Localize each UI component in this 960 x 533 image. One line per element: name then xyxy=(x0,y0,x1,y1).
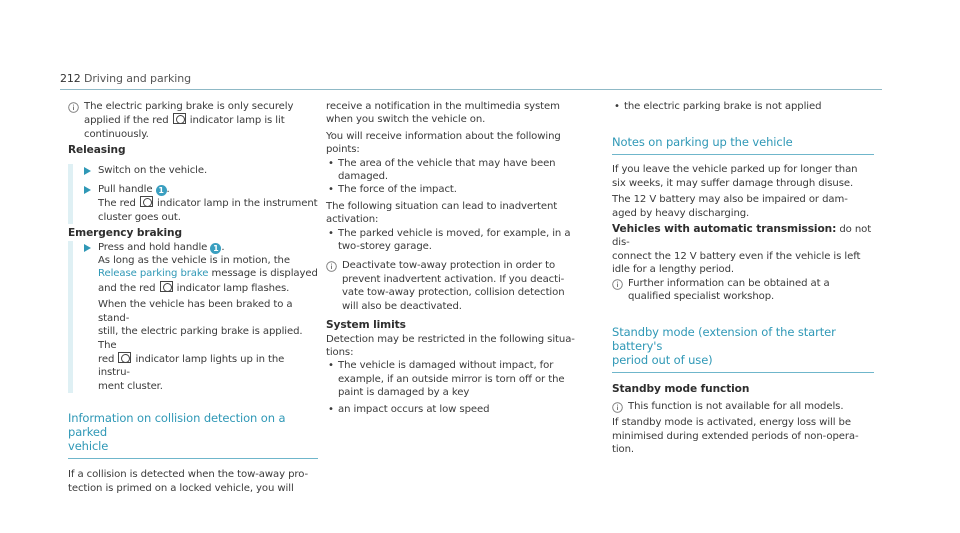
step-text: indicator lamp in the instrument xyxy=(157,198,318,210)
body-line: connect the 12 V battery even if the vehicle is left xyxy=(612,250,861,262)
releasing-steps xyxy=(68,164,318,225)
note-line: continuously. xyxy=(84,128,149,140)
body-line: tions: xyxy=(326,346,354,358)
step-arrow-icon xyxy=(84,167,91,175)
step-line: still, the electric parking brake is applied. The xyxy=(98,326,303,351)
heading-line: vehicle xyxy=(68,439,109,454)
body-line: If a collision is detected when the tow-away pro- xyxy=(68,469,309,481)
list-item xyxy=(326,359,588,399)
releasing-heading: Releasing xyxy=(68,144,126,157)
limits-list xyxy=(326,359,588,416)
note-line: qualified specialist workshop. xyxy=(628,291,775,303)
parking-brake-lamp-icon xyxy=(173,113,186,124)
body-line: when you switch the vehicle on. xyxy=(326,114,486,126)
step-item xyxy=(82,241,318,393)
number-badge-icon: 1 xyxy=(210,243,221,254)
parking-up-heading xyxy=(612,135,874,155)
step-text: red xyxy=(98,353,115,365)
step-line: cluster goes out. xyxy=(98,211,181,223)
list-text: damaged. xyxy=(338,171,389,183)
standby-function-heading: Standby mode function xyxy=(612,383,750,396)
impact-info-list xyxy=(326,157,588,197)
step-text: and the red xyxy=(98,282,156,294)
number-badge-icon: 1 xyxy=(156,185,167,196)
brake-note xyxy=(68,100,318,141)
emergency-steps xyxy=(68,241,318,393)
step-line xyxy=(98,267,318,280)
heading-line: Information on collision detection on a parked xyxy=(68,411,286,440)
body-line: tection is primed on a locked vehicle, you will xyxy=(68,482,294,494)
step-line xyxy=(98,352,318,380)
body-line: activation: xyxy=(326,214,379,226)
note-text: indicator lamp is lit xyxy=(189,115,285,127)
step-line xyxy=(98,196,318,210)
note-line: prevent inadvertent activation. If you deacti- xyxy=(342,273,565,285)
note-line: Further information can be obtained at a xyxy=(628,277,830,289)
auto-transmission-label: Vehicles with automatic transmission: xyxy=(612,223,837,236)
body-line: minimised during extended periods of non-opera- xyxy=(612,430,859,442)
info-icon xyxy=(612,402,623,413)
body-line: tion. xyxy=(612,444,635,456)
body-line: You will receive information about the following xyxy=(326,130,561,142)
parking-brake-lamp-icon xyxy=(140,196,153,207)
list-text: • The force of the impact. xyxy=(338,184,457,196)
list-item xyxy=(326,403,588,416)
availability-note xyxy=(612,400,874,413)
note-text: applied if the red xyxy=(84,115,169,127)
body-line xyxy=(612,223,874,250)
page-number: 212 xyxy=(60,72,81,85)
note-line: The electric parking brake is only securely xyxy=(84,101,294,112)
step-line: Pull handle 1 . xyxy=(98,184,170,196)
parking-brake-lamp-icon xyxy=(118,352,131,363)
step-text: Switch on the vehicle. xyxy=(98,164,208,176)
list-text: • The vehicle is damaged without impact, for xyxy=(338,360,554,372)
step-text: indicator lamp lights up in the instru- xyxy=(98,353,285,379)
body-line: The following situation can lead to inadvertent xyxy=(326,200,558,212)
list-text: • The area of the vehicle that may have been xyxy=(338,157,556,169)
step-line xyxy=(98,281,318,295)
body-line: points: xyxy=(326,144,360,156)
list-item xyxy=(326,157,588,184)
step-text: indicator lamp flashes. xyxy=(176,282,290,294)
step-text: message is displayed xyxy=(211,268,318,280)
info-icon xyxy=(326,261,337,272)
parking-brake-lamp-icon xyxy=(160,281,173,292)
info-icon xyxy=(68,102,79,113)
list-text: paint is damaged by a key xyxy=(338,387,470,399)
step-arrow-icon xyxy=(84,244,91,252)
list-text: • The parked vehicle is moved, for example, in a xyxy=(338,227,571,239)
body-line: The 12 V battery may also be impaired or dam- xyxy=(612,194,848,206)
heading-line: Notes on parking up the vehicle xyxy=(612,135,793,150)
step-item xyxy=(82,183,318,224)
column-1 xyxy=(68,100,318,495)
step-line: As long as the vehicle is in motion, the xyxy=(98,255,290,267)
emergency-heading: Emergency braking xyxy=(68,227,182,240)
step-arrow-icon xyxy=(84,186,91,194)
list-text: example, if an outside mirror is torn off or the xyxy=(338,373,565,385)
page-header xyxy=(60,72,880,90)
body-line: Detection may be restricted in the following situa- xyxy=(326,333,575,345)
note-line: This function is not available for all models. xyxy=(628,400,844,412)
step-item xyxy=(82,164,318,177)
step-text: Press and hold handle xyxy=(98,241,208,253)
system-limits-heading: System limits xyxy=(326,319,406,332)
column-3 xyxy=(612,100,874,457)
step-line: ment cluster. xyxy=(98,380,163,392)
list-item xyxy=(326,227,588,254)
note-line: Deactivate tow-away protection in order to xyxy=(342,260,556,272)
step-line: When the vehicle has been braked to a stand- xyxy=(98,299,293,324)
note-line: will also be deactivated. xyxy=(342,300,462,312)
list-text: • an impact occurs at low speed xyxy=(338,403,490,415)
list-text: • the electric parking brake is not applied xyxy=(624,101,822,112)
body-line: receive a notification in the multimedia system xyxy=(326,101,560,112)
activation-list xyxy=(326,227,588,254)
collision-heading xyxy=(68,411,318,459)
heading-line: Standby mode (extension of the starter battery's xyxy=(612,325,836,354)
step-text: Pull handle xyxy=(98,184,153,196)
section-title: Driving and parking xyxy=(84,72,191,85)
note-line: vate tow-away protection, collision detection xyxy=(342,287,565,299)
step-line: Press and hold handle 1 . xyxy=(98,241,225,253)
deactivate-note xyxy=(326,259,588,313)
body-line: aged by heavy discharging. xyxy=(612,207,750,219)
workshop-note xyxy=(612,277,874,304)
header-rule xyxy=(60,89,882,90)
note-line xyxy=(84,113,318,127)
release-parking-brake-message: Release parking brake xyxy=(98,268,209,280)
list-item xyxy=(612,100,874,113)
body-line: If you leave the vehicle parked up for longer than xyxy=(612,164,858,176)
limits-list-continued xyxy=(612,100,874,113)
heading-line: period out of use) xyxy=(612,353,713,368)
step-text: The red xyxy=(98,198,136,210)
standby-heading xyxy=(612,325,874,373)
list-item xyxy=(326,183,588,196)
body-line: idle for a lengthy period. xyxy=(612,264,735,276)
column-2 xyxy=(326,100,588,416)
list-text: two-storey garage. xyxy=(338,241,432,253)
body-line: six weeks, it may suffer damage through disuse. xyxy=(612,177,854,189)
body-text: do not dis- xyxy=(612,224,872,249)
info-icon xyxy=(612,279,623,290)
body-line: If standby mode is activated, energy loss will be xyxy=(612,417,851,429)
